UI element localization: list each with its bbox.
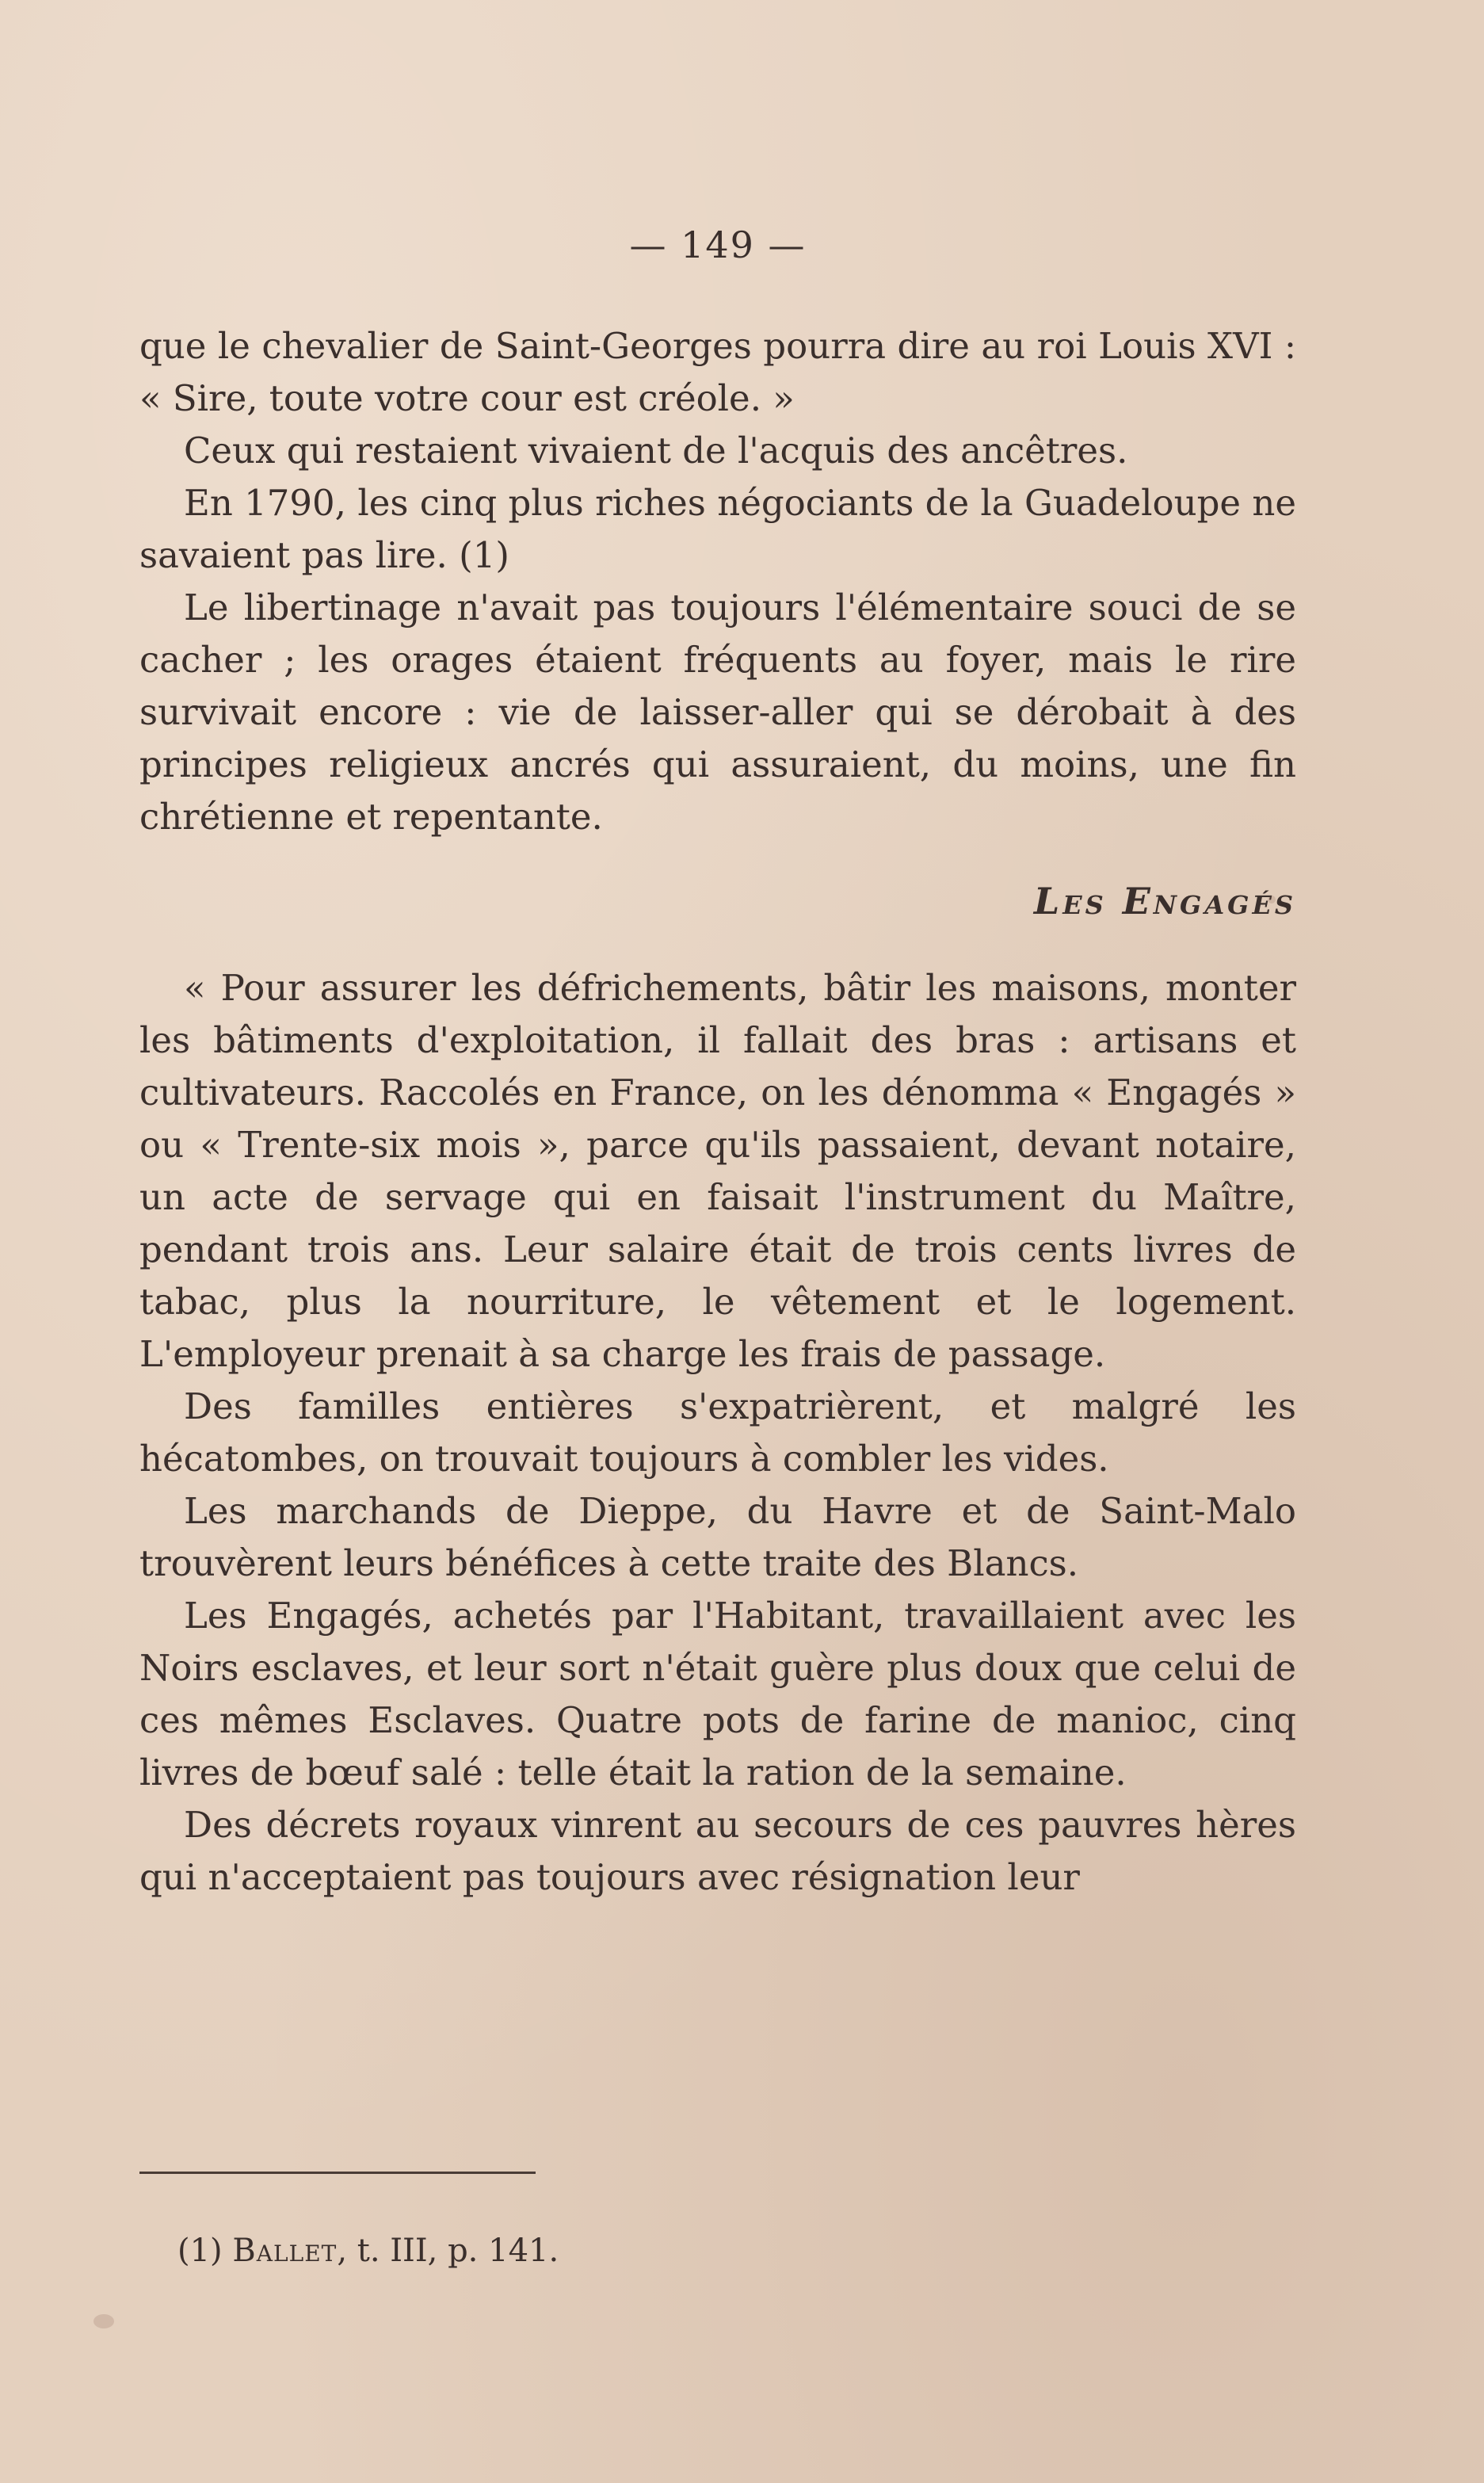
- paragraph: Des décrets royaux vinrent au secours de ces pauvres hères qui n'acceptaient pas toujours avec résignation leur: [139, 1804, 1296, 1898]
- footnote: [177, 2229, 559, 2273]
- footnote-marker: (1): [177, 2233, 223, 2269]
- paragraph: Des familles entières s'expatrièrent, et malgré les hécatombes, on trouvait toujours à combler les vides.: [139, 1385, 1296, 1480]
- paragraph: En 1790, les cinq plus riches négociants de la Guadeloupe ne savaient pas lire. (1): [139, 482, 1296, 576]
- footnote-divider: [139, 2172, 536, 2174]
- paragraph: Le libertinage n'avait pas toujours l'élémentaire souci de se cacher ; les orages étaient fréquents au foyer, mais le rire survivait encore : vie de laisser-aller qui se dérobait à des principes religieux ancrés qui assuraient, du moins, une fin chrétienne et repentante.: [139, 586, 1296, 838]
- paragraph: Les Engagés, achetés par l'Habitant, travaillaient avec les Noirs esclaves, et leur sort n'était guère plus doux que celui de ces mêmes Esclaves. Quatre pots de farine de manioc, cinq livres de bœuf salé : telle était la ration de la semaine.: [139, 1595, 1296, 1793]
- paper-stain: [1268, 896, 1276, 903]
- footnote-reference: , t. III, p. 141.: [337, 2233, 559, 2269]
- book-page: [139, 0, 1296, 2483]
- paragraph: « Pour assurer les défrichements, bâtir les maisons, monter les bâtiments d'exploitation, il fallait des bras : artisans et cultivateurs. Raccolés en France, on les dénomma « Engagés » ou « Trente-six mois », parce qu'ils passaient, devant notaire, un acte de servage qui en faisait l'instrument du Maître, pendant trois ans. Leur salaire était de trois cents livres de tabac, plus la nourriture, le vêtement et le logement. L'employeur prenait à sa charge les frais de passage.: [139, 967, 1296, 1375]
- footnote-author: Ballet: [232, 2233, 338, 2269]
- body-text: [139, 320, 1296, 1904]
- section-title: Les Engagés: [1033, 880, 1296, 923]
- paper-stain: [93, 2314, 114, 2328]
- page-number: — 149 —: [629, 223, 807, 266]
- paragraph: Ceux qui restaient vivaient de l'acquis des ancêtres.: [184, 430, 1128, 472]
- paragraph: Les marchands de Dieppe, du Havre et de Saint-Malo trouvèrent leurs bénéfices à cette traite des Blancs.: [139, 1490, 1296, 1584]
- paragraph: que le chevalier de Saint-Georges pourra dire au roi Louis XVI : « Sire, toute votre cour est créole. »: [139, 325, 1296, 419]
